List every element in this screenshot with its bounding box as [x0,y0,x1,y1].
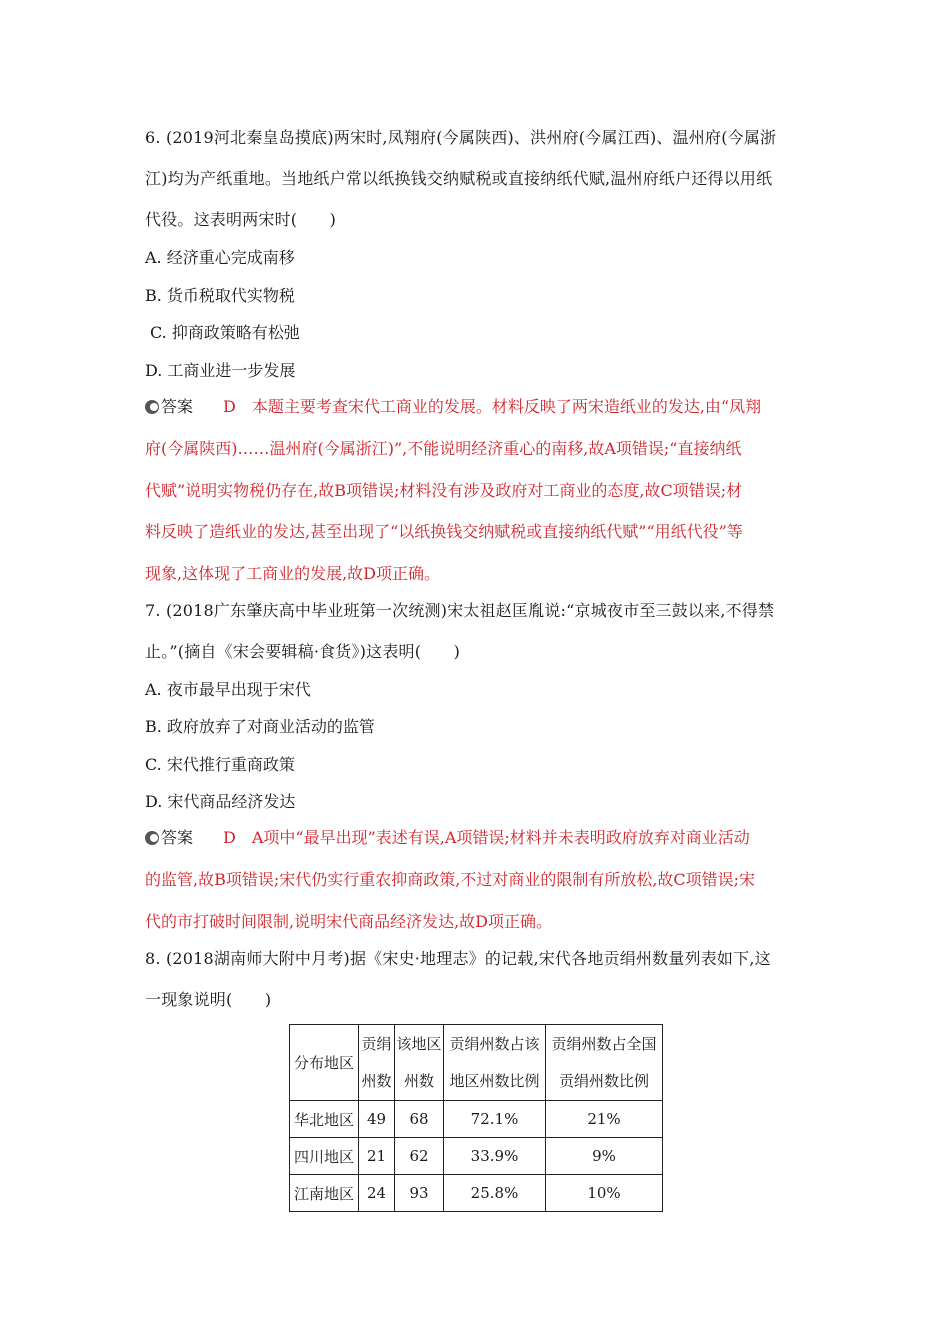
header-ratio-national [546,1025,663,1101]
q6-option-c: C. 抑商政策略有松弛 [150,323,300,342]
q6-explanation-line-2: 府(今属陕西)……温州府(今属浙江)”,不能说明经济重心的南移,故A项错误;“直接纳纸 [145,439,742,458]
table-row [290,1175,663,1212]
q7-explanation-line-3: 代的市打破时间限制,说明宋代商品经济发达,故D项正确。 [145,912,553,931]
table-cell: 四川地区 [290,1138,359,1175]
q7-option-b: B. 政府放弃了对商业活动的监管 [145,717,375,736]
header-ratio-region [444,1025,546,1101]
table-cell: 华北地区 [290,1101,359,1138]
answer-icon [145,831,159,845]
q7-option-d: D. 宋代商品经济发达 [145,792,296,811]
table-cell: 49 [359,1101,395,1138]
table-cell: 江南地区 [290,1175,359,1212]
header-tribute-count-line-1: 贡绢 [361,1034,392,1053]
table-cell: 68 [395,1101,444,1138]
header-region-count-line-1: 该地区 [396,1034,442,1053]
header-region: 分布地区 [290,1025,359,1101]
q6-option-b: B. 货币税取代实物税 [145,286,295,305]
table-header-row [290,1025,663,1101]
header-ratio-national-line-1: 贡绢州数占全国 [551,1034,657,1053]
table-row [290,1138,663,1175]
tribute-silk-table [289,1024,663,1212]
table-cell: 25.8% [444,1175,546,1212]
q6-stem-line-1: 6. (2019河北秦皇岛摸底)两宋时,凤翔府(今属陕西)、洪州府(今属江西)、温州府(今属浙 [145,128,777,147]
q6-option-d: D. 工商业进一步发展 [145,361,296,380]
q7-stem-line-1: 7. (2018广东肇庆高中毕业班第一次统测)宋太祖赵匡胤说:“京城夜市至三鼓以来,不得禁 [145,601,775,620]
q7-option-c: C. 宋代推行重商政策 [145,755,295,774]
q6-stem-line-2: 江)均为产纸重地。当地纸户常以纸换钱交纳赋税或直接纳纸代赋,温州府纸户还得以用纸 [145,169,773,188]
header-tribute-count [359,1025,395,1101]
table-cell: 93 [395,1175,444,1212]
header-ratio-region-line-2: 地区州数比例 [449,1071,540,1090]
table-cell: 72.1% [444,1101,546,1138]
q8-stem-line-2: 一现象说明( ) [145,990,272,1009]
answer-label: 答案 [161,828,194,847]
q6-answer-line [145,396,761,418]
table-cell: 21 [359,1138,395,1175]
table-cell: 33.9% [444,1138,546,1175]
table-cell: 9% [546,1138,663,1175]
table-row [290,1101,663,1138]
header-region-count [395,1025,444,1101]
answer-icon [145,400,159,414]
header-ratio-national-line-2: 贡绢州数比例 [558,1071,649,1090]
header-ratio-region-line-1: 贡绢州数占该 [449,1034,540,1053]
q7-explanation-line-2: 的监管,故B项错误;宋代仍实行重农抑商政策,不过对商业的限制有所放松,故C项错误;宋 [145,870,756,889]
table-cell: 24 [359,1175,395,1212]
answer-label: 答案 [161,397,194,416]
header-region-count-line-2: 州数 [403,1071,434,1090]
q6-stem-line-3: 代役。这表明两宋时( ) [145,210,337,229]
table-cell: 21% [546,1101,663,1138]
q8-stem-line-1: 8. (2018湖南师大附中月考)据《宋史·地理志》的记载,宋代各地贡绢州数量列表如下,这 [145,949,771,968]
header-tribute-count-line-2: 州数 [361,1071,392,1090]
table-cell: 10% [546,1175,663,1212]
q7-stem-line-2: 止。”(摘自《宋会要辑稿·食货》)这表明( ) [145,642,461,661]
q6-explanation-line-1: 本题主要考查宋代工商业的发展。材料反映了两宋造纸业的发达,由“凤翔 [251,397,762,416]
q7-explanation-line-1: A项中“最早出现”表述有误,A项错误;材料并未表明政府放弃对商业活动 [251,828,750,847]
q7-option-a: A. 夜市最早出现于宋代 [145,680,311,699]
table-cell: 62 [395,1138,444,1175]
q6-explanation-line-3: 代赋”说明实物税仍存在,故B项错误;材料没有涉及政府对工商业的态度,故C项错误;材 [145,481,743,500]
q6-option-a: A. 经济重心完成南移 [145,248,295,267]
q6-explanation-line-5: 现象,这体现了工商业的发展,故D项正确。 [145,564,441,583]
q7-answer-line [145,827,750,849]
q6-answer-letter: D [223,397,236,416]
q6-explanation-line-4: 料反映了造纸业的发达,甚至出现了“以纸换钱交纳赋税或直接纳纸代赋”“用纸代役”等 [145,522,743,541]
q7-answer-letter: D [223,828,236,847]
